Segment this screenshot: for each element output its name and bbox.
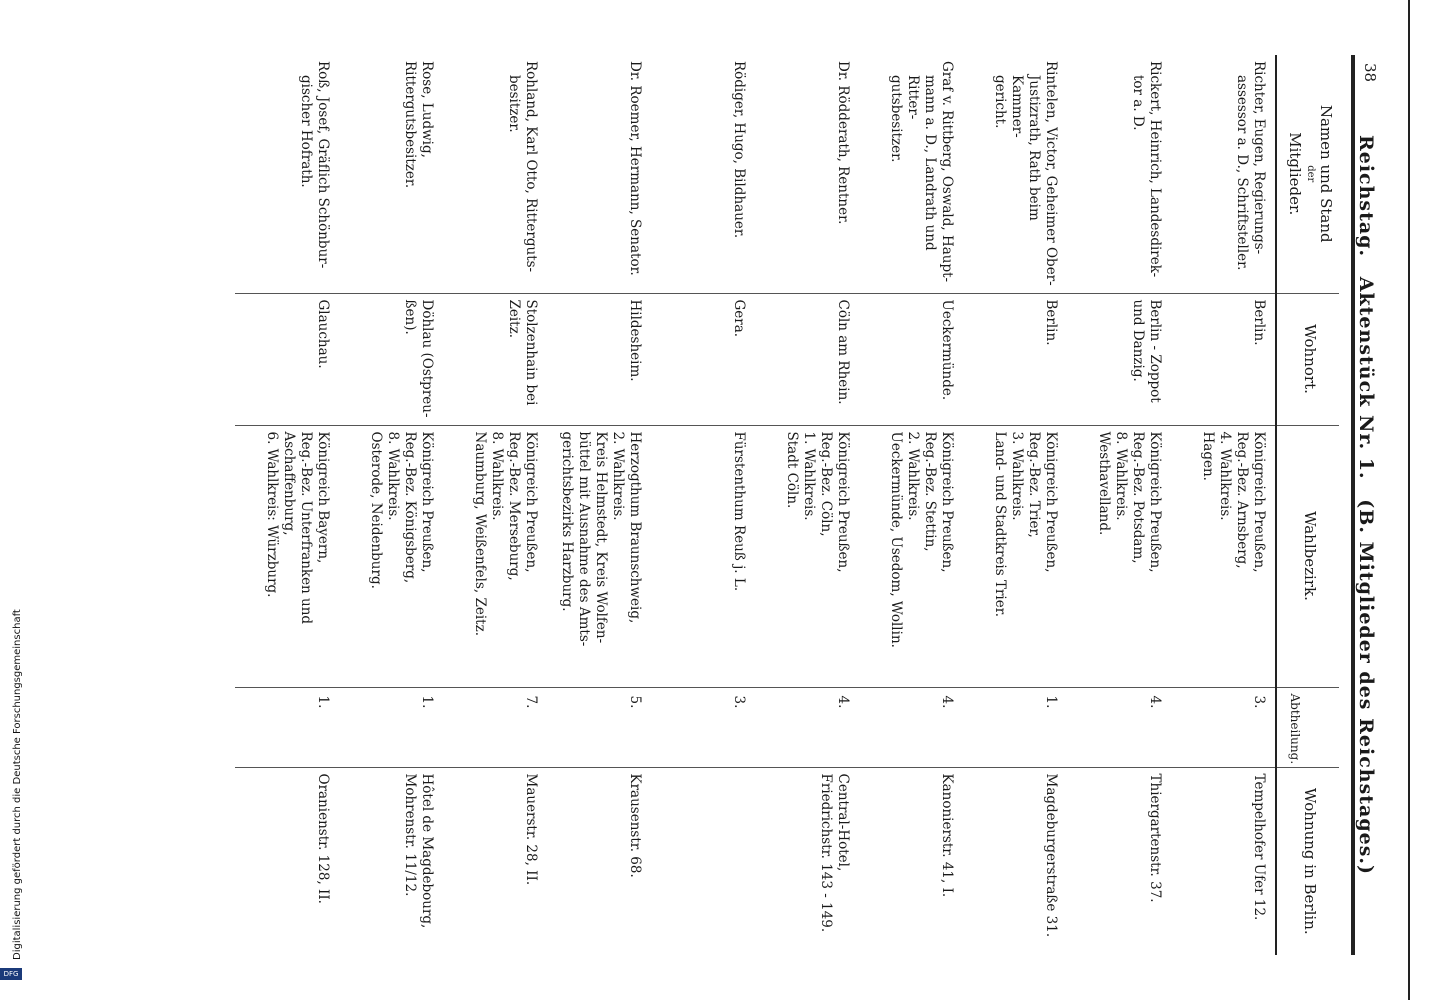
wahlbezirk-line: Reg.-Bez. Königsberg, xyxy=(402,431,418,584)
wahlbezirk-line: gerichtsbezirks Harzburg. xyxy=(559,431,575,612)
members-table xyxy=(235,55,1339,955)
wahlbezirk-line: Stadt Cöln. xyxy=(784,431,800,509)
wahlbezirk-line: 3. Wahlkreis. xyxy=(1009,431,1025,521)
cell-wahlbezirk xyxy=(1171,425,1276,687)
cell-wohnort xyxy=(443,293,547,425)
wohnort-line: ßen). xyxy=(402,299,418,335)
wohnort-line: Cöln am Rhein. xyxy=(835,299,851,405)
cell-wahlbezirk xyxy=(443,425,547,687)
table-row xyxy=(547,55,651,955)
cell-abtheilung: 1. xyxy=(235,687,339,767)
table-header-row xyxy=(1276,55,1339,955)
cell-abtheilung: 4. xyxy=(859,687,963,767)
wahlbezirk-line: Aschaffenburg, xyxy=(281,431,297,536)
head-aktenstueck: Aktenstück Nr. 1. xyxy=(1355,276,1377,480)
wohnort-line: und Danzig. xyxy=(1130,299,1146,382)
name-line: Rintelen, Victor, Geheimer Ober- xyxy=(1043,61,1059,286)
cell-abtheilung: 1. xyxy=(963,687,1067,767)
wahlbezirk-line: 2. Wahlkreis. xyxy=(610,431,626,521)
cell-wohnort xyxy=(755,293,859,425)
cell-wohnung xyxy=(859,767,963,955)
cell-wohnort xyxy=(1067,293,1171,425)
cell-wahlbezirk xyxy=(755,425,859,687)
wohnung-line: Mohrenstr. 11/12. xyxy=(402,773,418,897)
cell-abtheilung: 4. xyxy=(755,687,859,767)
cell-wohnort xyxy=(339,293,443,425)
cell-wahlbezirk xyxy=(963,425,1067,687)
cell-wahlbezirk xyxy=(1067,425,1171,687)
wahlbezirk-line: 8. Wahlkreis. xyxy=(489,431,505,521)
wahlbezirk-line: Reg.-Bez. Merseburg, xyxy=(506,431,522,581)
cell-wohnung xyxy=(963,767,1067,955)
wohnung-line: Central-Hotel, xyxy=(835,773,851,872)
name-line: Richter, Eugen, Regierungs- xyxy=(1251,61,1267,255)
wohnung-line: Mauerstr. 28, II. xyxy=(523,773,539,886)
cell-wahlbezirk xyxy=(547,425,651,687)
name-line: tor a. D. xyxy=(1130,75,1146,131)
table-row xyxy=(755,55,859,955)
cell-wohnung xyxy=(443,767,547,955)
cell-wahlbezirk xyxy=(859,425,963,687)
table-row xyxy=(963,55,1067,955)
wohnort-line: Berlin. xyxy=(1043,299,1059,346)
wohnort-line: Glauchau. xyxy=(315,299,331,369)
wohnung-line: Kanonierstr. 41, I. xyxy=(939,773,955,898)
column-header-wohnort: Wohnort. xyxy=(1276,293,1339,425)
wohnort-line: Ueckermünde. xyxy=(939,299,955,401)
cell-wohnort xyxy=(963,293,1067,425)
wohnung-line: Friedrichstr. 143 - 149. xyxy=(818,773,834,933)
wahlbezirk-line: Fürstenthum Reuß j. L. xyxy=(731,431,747,592)
name-line: gischer Hofrath. xyxy=(298,75,314,188)
cell-name xyxy=(235,55,339,293)
wohnort-line: Zeitz. xyxy=(506,299,522,339)
table-row xyxy=(651,55,755,955)
head-section: (B. Mitglieder des Reichstages.) xyxy=(1355,499,1377,876)
cell-wohnort xyxy=(859,293,963,425)
cell-wohnort xyxy=(235,293,339,425)
cell-name xyxy=(443,55,547,293)
member-rows xyxy=(235,55,1276,955)
cell-wohnung xyxy=(339,767,443,955)
name-line: mann a. D., Landrath und Ritter- xyxy=(905,75,938,251)
wahlbezirk-line: Königreich Preußen, xyxy=(419,431,435,573)
wahlbezirk-line: Land- und Stadtkreis Trier. xyxy=(992,431,1008,617)
name-line: Rickert, Heinrich, Landesdirek- xyxy=(1147,61,1163,278)
cell-name xyxy=(651,55,755,293)
head-reichstag: Reichstag. xyxy=(1355,134,1377,258)
running-head xyxy=(1355,55,1377,955)
wahlbezirk-line: Reg.-Bez. Stettin, xyxy=(922,431,938,552)
wohnort-line: Stolzenhain bei xyxy=(523,299,539,406)
cell-name xyxy=(859,55,963,293)
name-line: Rose, Ludwig, Rittergutsbesitzer. xyxy=(402,61,435,189)
wahlbezirk-line: Ueckermünde, Usedom, Wollin. xyxy=(888,431,904,648)
cell-abtheilung: 3. xyxy=(1171,687,1276,767)
page-number: 38 xyxy=(1361,63,1379,83)
wahlbezirk-line: Königreich Preußen, xyxy=(835,431,851,573)
table-row xyxy=(443,55,547,955)
wohnung-line: Hôtel de Magdebourg, xyxy=(419,773,435,929)
wahlbezirk-line: 4. Wahlkreis. xyxy=(1217,431,1233,521)
name-line: Graf v. Rittberg, Oswald, Haupt- xyxy=(939,61,955,283)
cell-abtheilung: 3. xyxy=(651,687,755,767)
wahlbezirk-line: Kreis Helmstedt, Kreis Wolfen- xyxy=(593,431,609,644)
name-line: assessor a. D., Schriftsteller. xyxy=(1234,75,1250,271)
wahlbezirk-line: Königreich Bayern, xyxy=(315,431,331,564)
name-line: Rödiger, Hugo, Bildhauer. xyxy=(731,61,747,239)
cell-name xyxy=(339,55,443,293)
wahlbezirk-line: Naumburg, Weißenfels, Zeitz. xyxy=(472,431,488,636)
wahlbezirk-line: Königreich Preußen, xyxy=(939,431,955,573)
cell-wohnung xyxy=(235,767,339,955)
cell-wohnung xyxy=(755,767,859,955)
table-row xyxy=(1171,55,1276,955)
wahlbezirk-line: Reg.-Bez. Potsdam, xyxy=(1130,431,1146,564)
cell-wohnort xyxy=(547,293,651,425)
wohnort-line: Döhlau (Ostpreu- xyxy=(419,299,435,418)
cell-abtheilung: 4. xyxy=(1067,687,1171,767)
wahlbezirk-line: Osterode, Neidenburg. xyxy=(368,431,384,589)
cell-wohnort xyxy=(651,293,755,425)
name-line: gutsbesitzer. xyxy=(888,75,904,163)
table-row xyxy=(339,55,443,955)
wahlbezirk-line: 2. Wahlkreis. xyxy=(905,431,921,521)
wohnort-line: Berlin. xyxy=(1251,299,1267,346)
table-row xyxy=(235,55,339,955)
name-line: Rohland, Karl Otto, Ritterguts- xyxy=(523,61,539,273)
cell-abtheilung: 7. xyxy=(443,687,547,767)
cell-wohnung xyxy=(651,767,755,955)
wohnung-line: Tempelhofer Ufer 12. xyxy=(1251,773,1267,921)
name-line: Dr. Rödderath, Rentner. xyxy=(835,61,851,225)
cell-name xyxy=(1067,55,1171,293)
wohnort-line: Berlin - Zoppot xyxy=(1147,299,1163,403)
cell-name xyxy=(1171,55,1276,293)
head-rule xyxy=(1351,55,1355,955)
wohnort-line: Gera. xyxy=(731,299,747,338)
wahlbezirk-line: Königreich Preußen, xyxy=(1043,431,1059,573)
wahlbezirk-line: Westhavelland. xyxy=(1096,431,1112,536)
wahlbezirk-line: 1. Wahlkreis. xyxy=(801,431,817,521)
cell-wohnort xyxy=(1171,293,1276,425)
wahlbezirk-line: Königreich Preußen, xyxy=(1147,431,1163,573)
column-header-name: Namen und Stand der Mitglieder. xyxy=(1276,55,1339,293)
wahlbezirk-line: Reg.-Bez. Trier, xyxy=(1026,431,1042,538)
wahlbezirk-line: Herzogthum Braunschweig, xyxy=(627,431,643,624)
cell-wohnung xyxy=(1067,767,1171,955)
wahlbezirk-line: 8. Wahlkreis. xyxy=(1113,431,1129,521)
cell-name xyxy=(547,55,651,293)
table-row xyxy=(1067,55,1171,955)
cell-wohnung xyxy=(1171,767,1276,955)
wohnung-line: Krausenstr. 68. xyxy=(627,773,643,878)
cell-name xyxy=(755,55,859,293)
wohnort-line: Hildesheim. xyxy=(627,299,643,382)
page-edge xyxy=(1408,0,1410,1000)
name-line: Dr. Roemer, Hermann, Senator. xyxy=(627,61,643,276)
cell-wahlbezirk xyxy=(235,425,339,687)
register-page xyxy=(50,55,1385,955)
cell-wohnung xyxy=(547,767,651,955)
wahlbezirk-line: Reg.-Bez. Unterfranken und xyxy=(298,431,314,625)
wahlbezirk-line: Königreich Preußen, xyxy=(1251,431,1267,573)
name-line: gericht. xyxy=(992,75,1008,129)
column-header-wohnung: Wohnung in Berlin. xyxy=(1276,767,1339,955)
wahlbezirk-line: büttel mit Ausnahme des Amts- xyxy=(576,431,592,647)
cell-wahlbezirk xyxy=(651,425,755,687)
wahlbezirk-line: Reg.-Bez. Cöln, xyxy=(818,431,834,537)
column-header-abtheilung: Abtheilung. xyxy=(1276,687,1339,767)
wohnung-line: Thiergartenstr. 37. xyxy=(1147,773,1163,903)
cell-name xyxy=(963,55,1067,293)
column-header-wahlbezirk: Wahlbezirk. xyxy=(1276,425,1339,687)
wahlbezirk-line: Königreich Preußen, xyxy=(523,431,539,573)
name-line: besitzer. xyxy=(506,75,522,133)
name-line: Justizrath, Rath beim Kammer- xyxy=(1009,75,1042,221)
cell-wahlbezirk xyxy=(339,425,443,687)
wahlbezirk-line: 6. Wahlkreis: Würzburg. xyxy=(264,431,280,598)
dfg-logo: DFG xyxy=(0,968,22,980)
name-line: Roß, Josef, Gräflich Schönbur- xyxy=(315,61,331,269)
funding-note: Digitalisierung gefördert durch die Deutsche Forschungsgemeinschaft xyxy=(12,609,23,960)
wahlbezirk-line: Hagen. xyxy=(1200,431,1216,481)
wohnung-line: Magdeburgerstraße 31. xyxy=(1043,773,1059,938)
cell-abtheilung: 5. xyxy=(547,687,651,767)
cell-abtheilung: 1. xyxy=(339,687,443,767)
wahlbezirk-line: 8. Wahlkreis. xyxy=(385,431,401,521)
wahlbezirk-line: Reg.-Bez. Arnsberg, xyxy=(1234,431,1250,569)
wohnung-line: Oranienstr. 128, II. xyxy=(315,773,331,904)
table-row xyxy=(859,55,963,955)
